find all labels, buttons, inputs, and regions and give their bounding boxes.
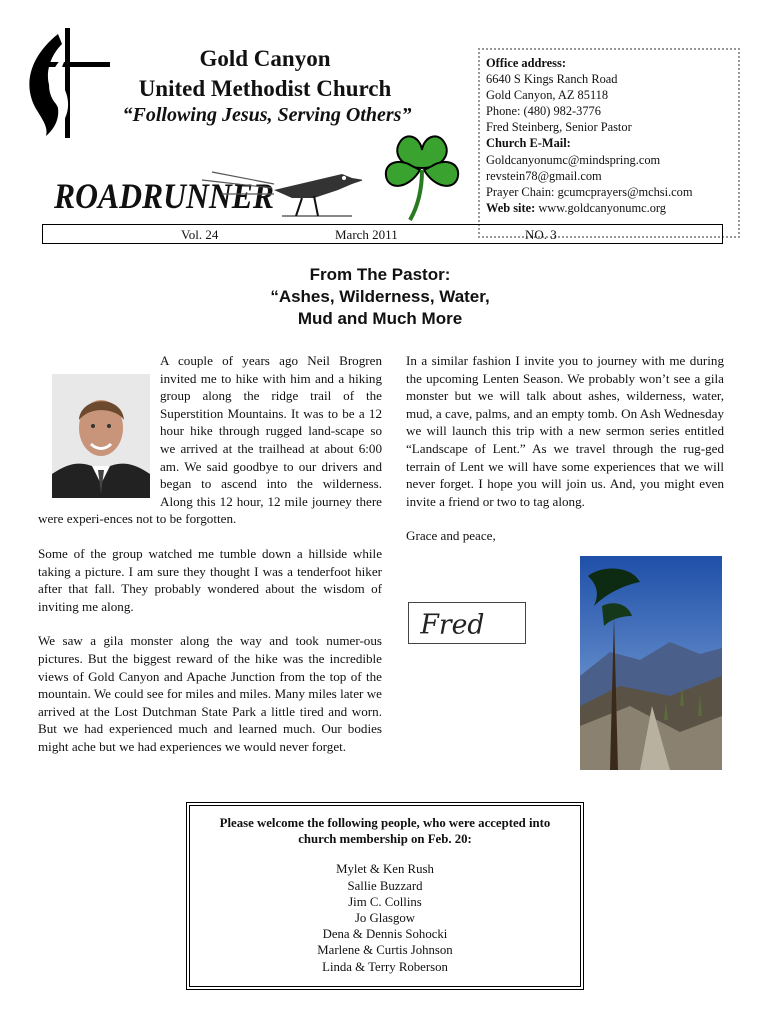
article-headline [150,264,610,330]
website-link[interactable]: www.goldcanyonumc.org [538,200,666,215]
office-address-label: Office address: [486,56,566,70]
new-members-list [190,861,580,974]
newsletter-title: ROADRUNNER [53,176,274,216]
member-name: Jo Glasgow [354,911,416,926]
article-left-paragraph-2: Some of the group watched me tumble down a hillside while taking a picture. I am sure they thought I was a tenderfoot hiker after that fall. They probably wondered about the wisdom of inviting me along. [38,545,382,614]
pastor-email-link[interactable]: revstein78@gmail.com [486,168,602,183]
article-left-paragraph-1: A couple of years ago Neil Brogren invited me to hike with him and a hiking group along the ridge trail of the Superstition Mountains. It was to be a 12 hour hike through rugged land-scape so we arrived at the trailhead at about 6:00 am. We said goodbye to our drivers and began to ascend into the wilderness. Along this 12 hour, 12 mile journey there were experi-ences not to be forgotten. [38,353,382,527]
prayer-chain-email[interactable]: Prayer Chain: gcumcprayers@mchsi.com [486,184,693,199]
roadrunner-title-logo [52,160,362,220]
member-name: Jim C. Collins [348,894,422,909]
issue-bar [42,224,723,244]
email-label: Church E-Mail: [486,136,571,151]
office-street: 6640 S Kings Ranch Road [486,72,618,87]
article-right-paragraph-1: In a similar fashion I invite you to journey with me during the upcoming Lenten Season. We probably won’t see a gila monster but we will talk about ashes, wilderness, water, mud, a cave, palms, and an empty tomb. On Ash Wednesday we will launch this trip with a new sermon series entitled “Landscape of Lent.” As we travel through the rug-ged terrain of Lent we will have some experiences that we will never forget. I hope you will join us. And, you might even invite a friend or two to tag along. [406,353,724,509]
office-city: Gold Canyon, AZ 85118 [486,88,609,103]
office-info [486,55,736,216]
headline-line2: “Ashes, Wilderness, Water, [270,287,490,306]
member-name: Linda & Terry Roberson [322,959,448,974]
article-paragraph [38,352,382,528]
church-name-line1: Gold Canyon [199,46,331,71]
church-email-link[interactable]: Goldcanyonumc@mindspring.com [486,152,661,167]
office-pastor: Fred Steinberg, Senior Pastor [486,120,632,135]
signature-text: Fred [420,609,485,641]
cross-and-flame-logo-icon [18,28,113,138]
church-motto: “Following Jesus, Serving Others” [122,104,412,126]
mountain-landscape-photo [580,556,722,770]
article-left-paragraph-3: We saw a gila monster along the way and took numer-ous pictures. But the biggest reward of the hike was the incredible views of Gold Canyon and Apache Junction from the top of the mountain. We could see for miles and miles. Many miles later we arrived at the Lost Dutchman State Park a little tired and worn. But we had experienced much and learned much. Our bodies might ache but we had experiences we would never forget. [38,633,382,754]
new-members-box [186,802,584,990]
member-name: Mylet & Ken Rush [336,862,434,877]
office-phone: Phone: (480) 982-3776 [486,104,601,119]
new-members-intro: Please welcome the following people, who were accepted into church membership on Feb. 20: [219,816,551,847]
pastor-photo [52,374,150,498]
issue-number: NO. 3 [525,227,557,242]
headline-line3: Mud and Much More [297,309,463,328]
pastor-signature [408,602,526,644]
member-name: Dena & Dennis Sohocki [322,927,448,942]
shamrock-icon [382,124,462,224]
article-left-column [38,352,382,772]
web-label: Web site: [486,200,536,215]
closing-line: Grace and peace, [406,528,496,544]
church-name [120,44,410,104]
issue-volume: Vol. 24 [181,227,219,242]
article-right-column [406,352,724,562]
headline-line1: From The Pastor: [309,265,451,284]
church-name-line2: United Methodist Church [138,76,392,101]
member-name: Sallie Buzzard [347,878,423,893]
member-name: Marlene & Curtis Johnson [317,943,453,958]
issue-date: March 2011 [335,227,398,242]
